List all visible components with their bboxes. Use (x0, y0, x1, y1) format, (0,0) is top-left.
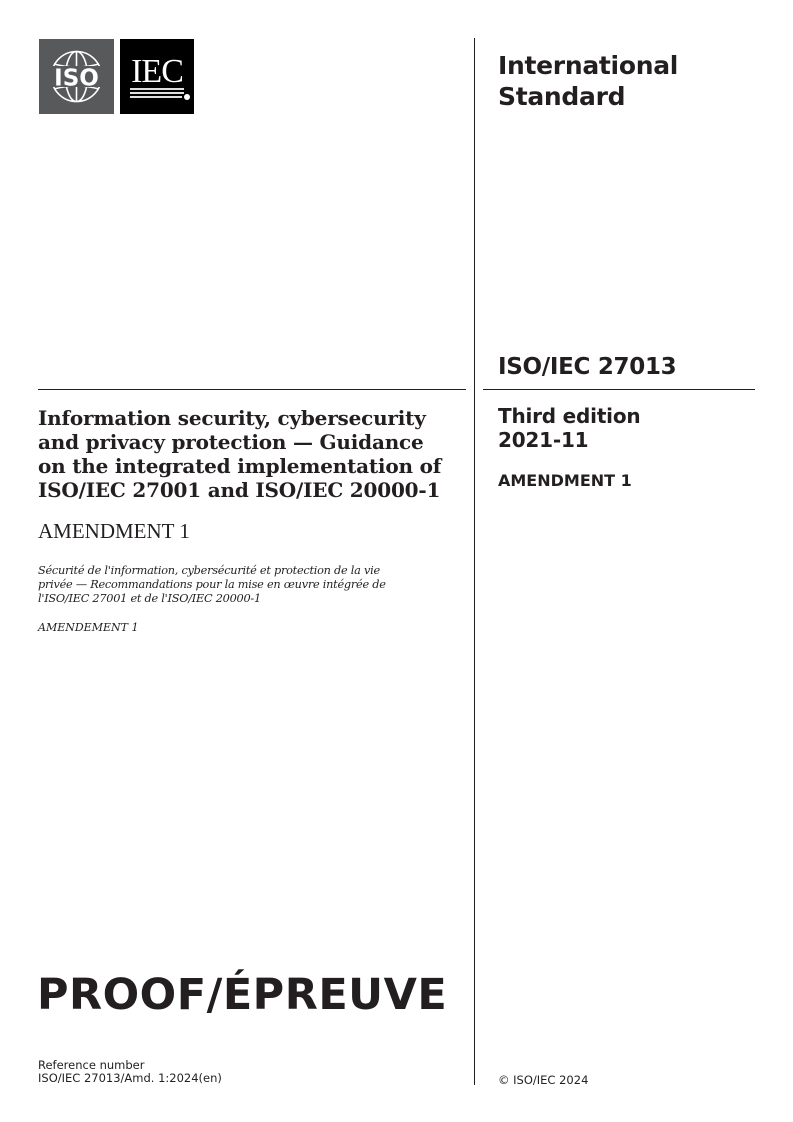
title-en-line: Information security, cybersecurity (38, 406, 426, 430)
right-horizontal-rule (483, 389, 755, 390)
edition-date: 2021-11 (498, 428, 589, 452)
document-type (498, 50, 678, 112)
copyright: © ISO/IEC 2024 (498, 1073, 589, 1087)
edition-block (498, 404, 640, 452)
title-fr-line: Sécurité de l'information, cybersécurité et protection de la vie (38, 564, 380, 577)
title-fr-line: privée — Recommandations pour la mise en œuvre intégrée de (38, 578, 386, 591)
title-english (38, 406, 468, 502)
iec-logo (120, 39, 194, 114)
title-en-line: and privacy protection — Guidance (38, 430, 424, 454)
edition-label: Third edition (498, 404, 641, 428)
amendment-french: AMENDEMENT 1 (38, 621, 139, 634)
title-fr-line: l'ISO/IEC 27001 et de l'ISO/IEC 20000-1 (38, 592, 261, 605)
left-horizontal-rule (38, 389, 466, 390)
proof-watermark: PROOF/ÉPREUVE (37, 970, 448, 1020)
iso-logo (39, 39, 114, 114)
amendment-english: AMENDMENT 1 (38, 519, 190, 543)
reference-value: ISO/IEC 27013/Amd. 1:2024(en) (38, 1071, 222, 1085)
amendment-label-right: AMENDMENT 1 (498, 471, 632, 490)
reference-label: Reference number (38, 1058, 145, 1072)
iso-logo-text: ISO (54, 65, 99, 92)
document-type-line1: International (498, 51, 679, 80)
title-french (38, 564, 458, 606)
document-type-line2: Standard (498, 82, 626, 111)
vertical-divider (474, 38, 475, 1085)
title-en-line: on the integrated implementation of (38, 454, 442, 478)
title-en-line: ISO/IEC 27001 and ISO/IEC 20000-1 (38, 478, 441, 502)
standard-number: ISO/IEC 27013 (498, 354, 677, 380)
reference-number (38, 1059, 222, 1085)
iec-logo-text: IEC (131, 53, 183, 90)
